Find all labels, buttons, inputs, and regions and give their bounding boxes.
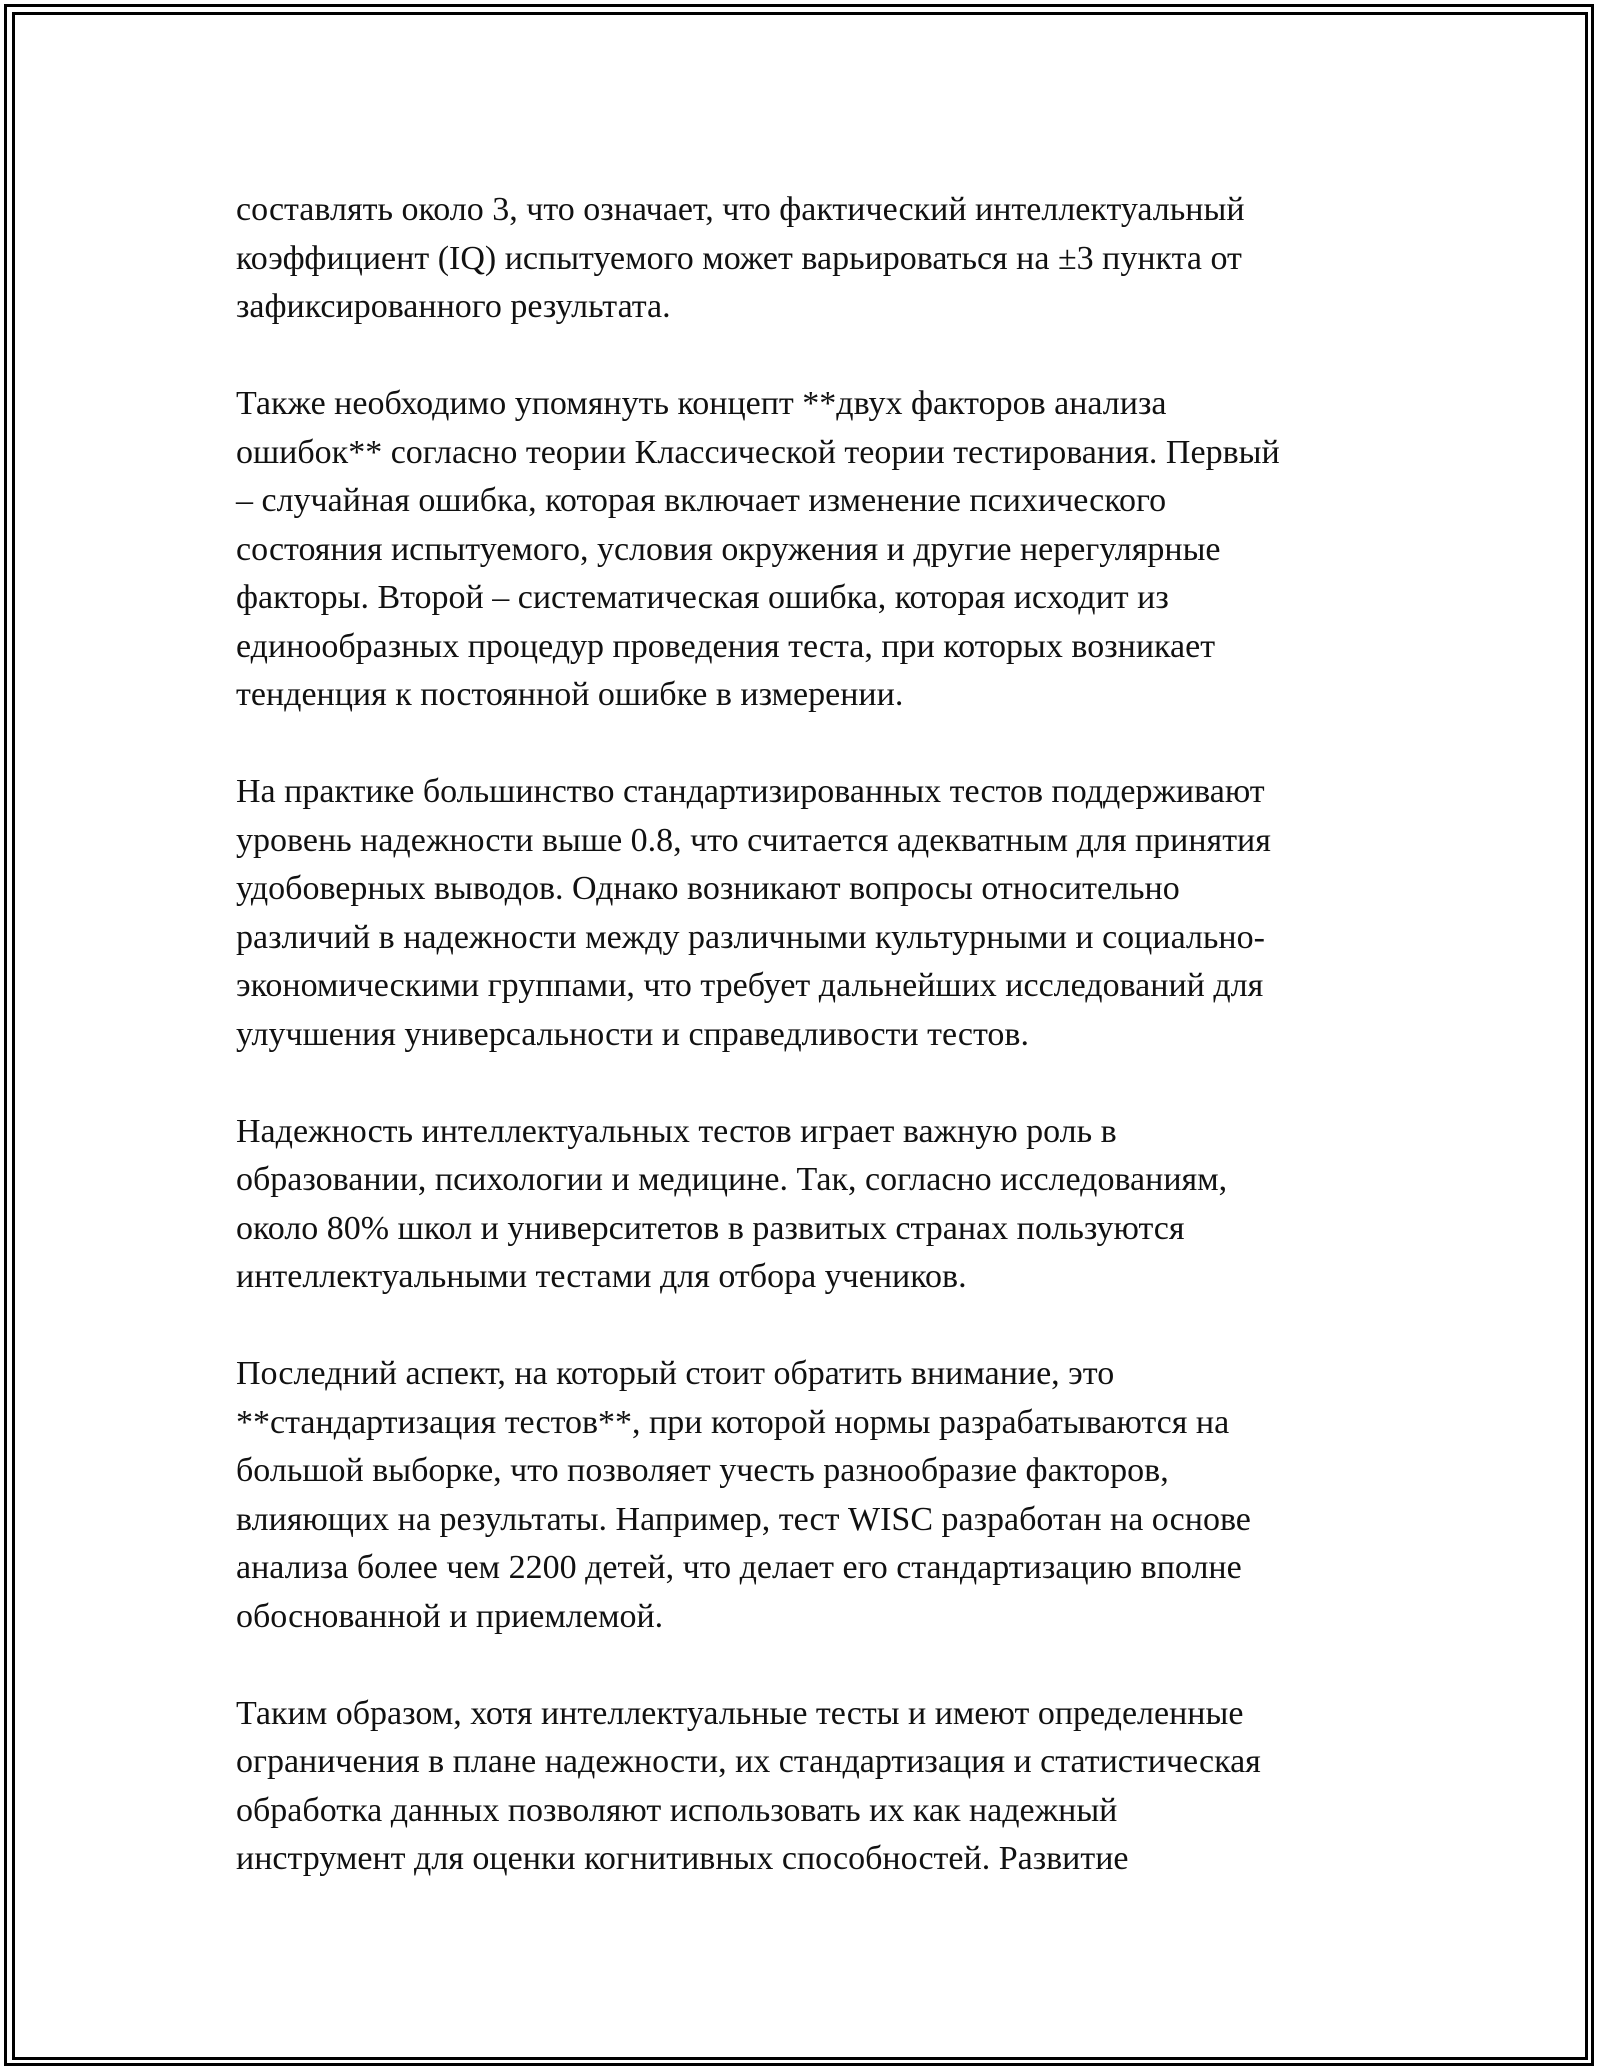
text-line: составлять около 3, что означает, что фактический интеллектуальный [236, 191, 1245, 228]
text-line: На практике большинство стандартизированных тестов поддерживают [236, 773, 1265, 810]
text-line: влияющих на результаты. Например, тест WISC разработан на основе [236, 1500, 1251, 1538]
text-line: экономическими группами, что требует дальнейших исследований для [236, 967, 1264, 1004]
text-line: факторы. Второй – систематическая ошибка, которая исходит из [236, 579, 1169, 616]
text-line: Последний аспект, на который стоит обратить внимание, это [236, 1355, 1115, 1392]
text-line: анализа более чем 2200 детей, что делает его стандартизацию вполне [236, 1549, 1242, 1586]
text-line: **стандартизация тестов**, при которой нормы разрабатываются на [236, 1403, 1230, 1441]
text-line: зафиксированного результата. [236, 288, 671, 325]
text-line: образовании, психологии и медицине. Так, согласно исследованиям, [236, 1161, 1228, 1198]
text-line: большой выборке, что позволяет учесть разнообразие факторов, [236, 1452, 1169, 1489]
text-line: тенденция к постоянной ошибке в измерении. [236, 676, 904, 713]
paragraph-6 [236, 1690, 1376, 1884]
text-line: Таким образом, хотя интеллектуальные тесты и имеют определенные [236, 1694, 1244, 1732]
text-line: интеллектуальными тестами для отбора учеников. [236, 1258, 967, 1295]
text-line: улучшения универсальности и справедливости тестов. [236, 1015, 1029, 1053]
text-line: – случайная ошибка, которая включает изменение психического [236, 482, 1167, 519]
paragraph-2 [236, 380, 1376, 720]
text-line: Надежность интеллектуальных тестов играет важную роль в [236, 1112, 1117, 1150]
text-line: состояния испытуемого, условия окружения и другие нерегулярные [236, 530, 1221, 568]
text-line: обработка данных позволяют использовать их как надежный [236, 1791, 1118, 1829]
text-line: инструмент для оценки когнитивных способностей. Развитие [236, 1840, 1129, 1877]
paragraph-1 [236, 186, 1376, 332]
text-line: ограничения в плане надежности, их стандартизация и статистическая [236, 1743, 1261, 1780]
paragraph-3 [236, 768, 1376, 1059]
text-line: различий в надежности между различными культурными и социально- [236, 918, 1265, 956]
paragraph-5 [236, 1350, 1376, 1641]
text-line: единообразных процедур проведения теста, при которых возникает [236, 627, 1216, 665]
text-line: коэффициент (IQ) испытуемого может варьироваться на ±3 пункта от [236, 239, 1242, 277]
document-body [236, 186, 1376, 1932]
text-line: Также необходимо упомянуть концепт **двух факторов анализа [236, 385, 1167, 422]
text-line: удобоверных выводов. Однако возникают вопросы относительно [236, 870, 1180, 907]
text-line: обоснованной и приемлемой. [236, 1597, 664, 1635]
text-line: уровень надежности выше 0.8, что считается адекватным для принятия [236, 821, 1271, 859]
paragraph-4 [236, 1108, 1376, 1302]
text-line: ошибок** согласно теории Классической теории тестирования. Первый [236, 433, 1280, 471]
text-line: около 80% школ и университетов в развитых странах пользуются [236, 1209, 1185, 1247]
